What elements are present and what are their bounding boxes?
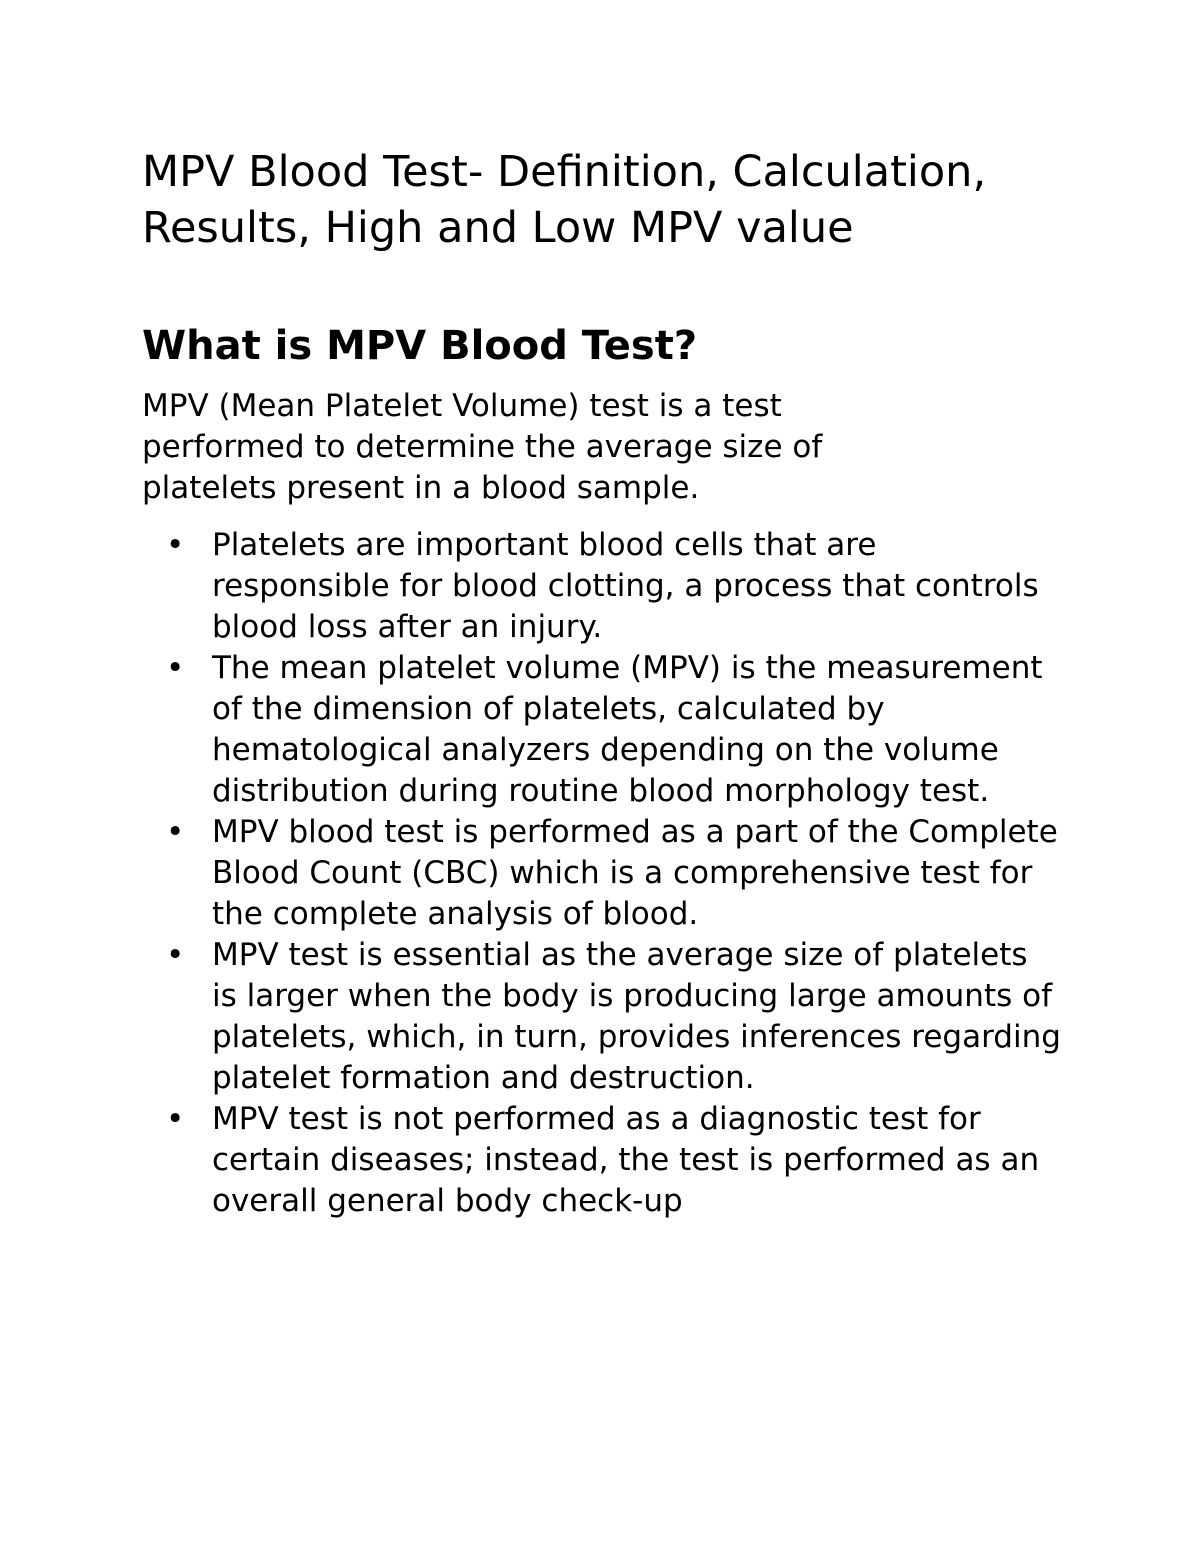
bullet-icon: •	[166, 650, 185, 686]
bullet-icon: •	[166, 527, 185, 563]
document-title: MPV Blood Test- Definition, Calculation, Results, High and Low MPV value	[142, 147, 987, 253]
list-item	[142, 812, 1062, 935]
list-item	[142, 1099, 1062, 1222]
list-item-text: The mean platelet volume (MPV) is the measurement of the dimension of platelets, calculated by hematological analyzers depending on the volume distribution during routine blood morphology test.	[212, 650, 1043, 809]
bullet-icon: •	[166, 1101, 185, 1137]
list-item-text: MPV test is essential as the average size of platelets is larger when the body is producing large amounts of platelets, which, in turn, provides inferences regarding platelet formation and destruction.	[212, 937, 1061, 1096]
section-heading: What is MPV Blood Test?	[142, 323, 698, 369]
document-page	[142, 144, 1062, 1222]
list-item-text: MPV test is not performed as a diagnostic test for certain diseases; instead, the test is performed as an overall general body check-up	[212, 1101, 1040, 1219]
list-item	[142, 525, 1062, 648]
list-item	[142, 935, 1062, 1099]
list-item	[142, 648, 1062, 812]
intro-paragraph: MPV (Mean Platelet Volume) test is a test performed to determine the average size of platelets present in a blood sample.	[142, 388, 823, 506]
bullet-icon: •	[166, 814, 185, 850]
bullet-list	[142, 525, 1062, 1222]
list-item-text: Platelets are important blood cells that are responsible for blood clotting, a process that controls blood loss after an injury.	[212, 527, 1039, 645]
list-item-text: MPV blood test is performed as a part of the Complete Blood Count (CBC) which is a comprehensive test for the complete analysis of blood.	[212, 814, 1058, 932]
bullet-icon: •	[166, 937, 185, 973]
